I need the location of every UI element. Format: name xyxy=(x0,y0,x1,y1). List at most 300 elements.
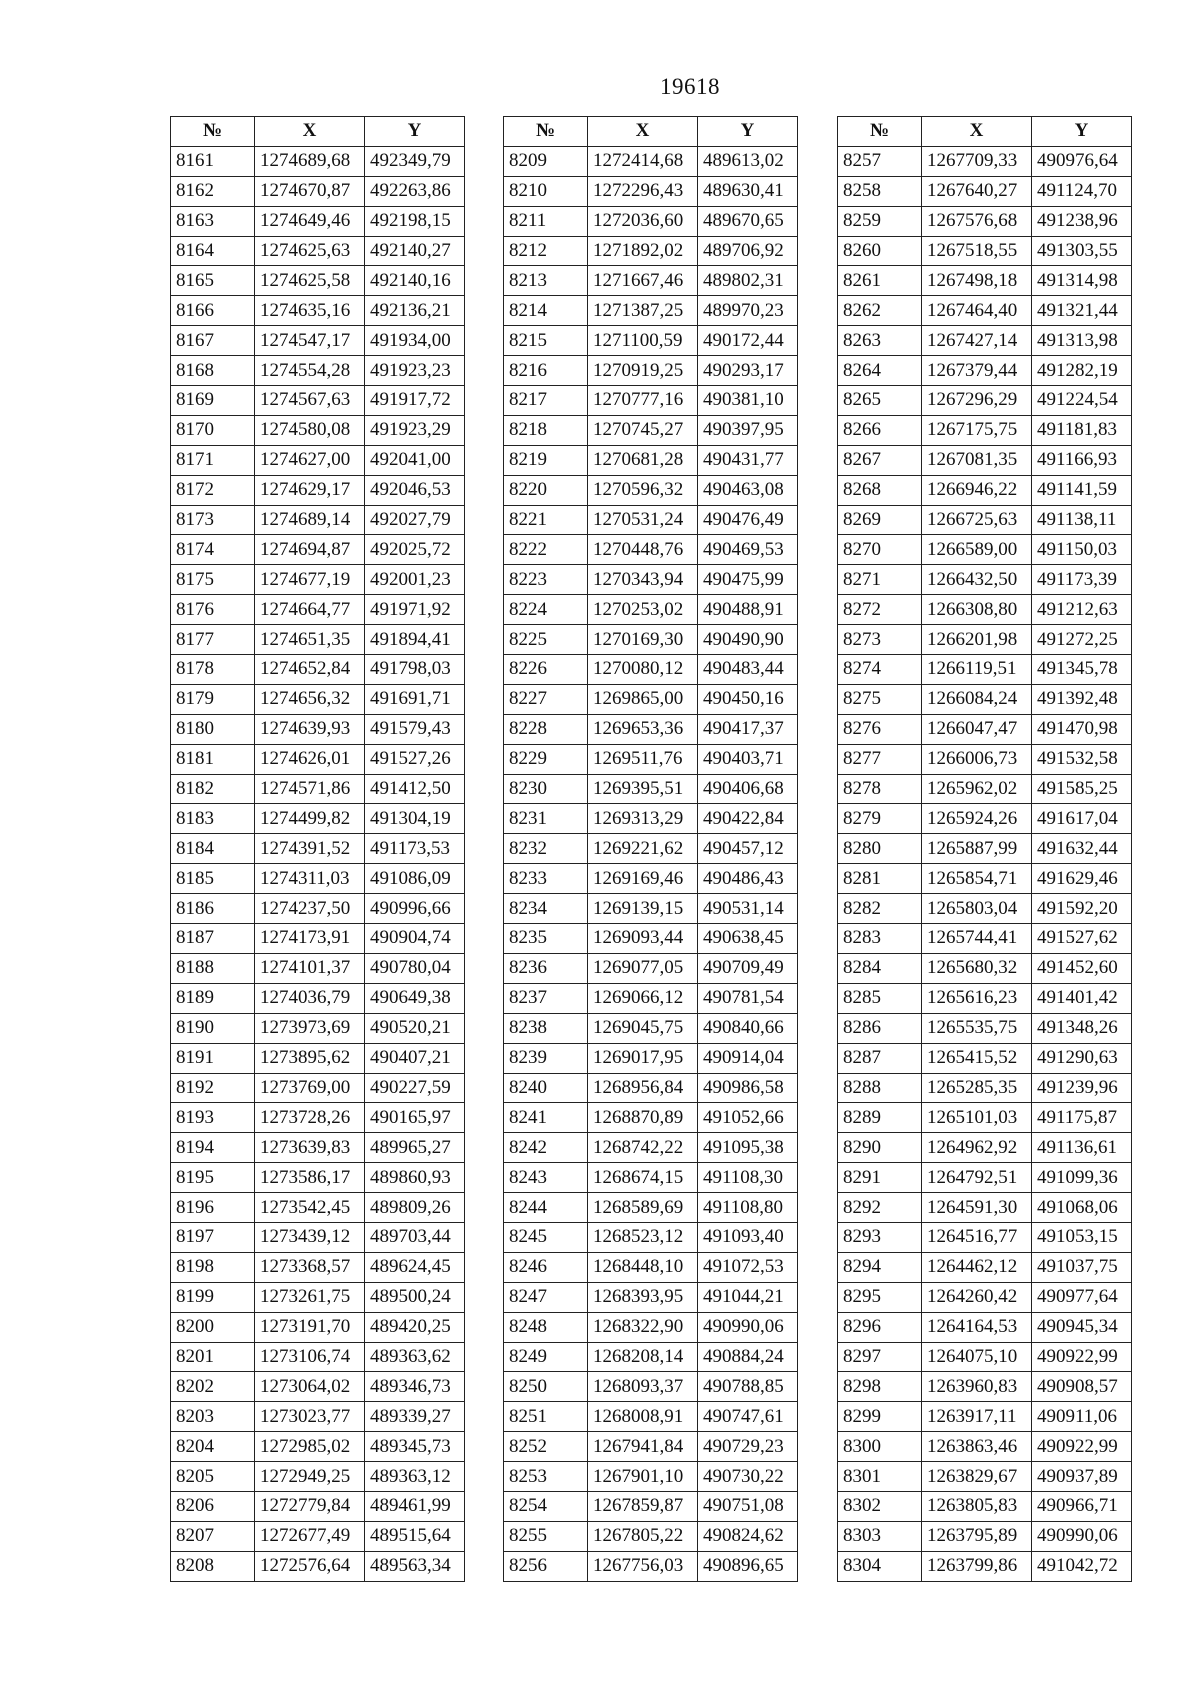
table-row xyxy=(504,1372,798,1402)
cell-number: 8175 xyxy=(171,565,255,595)
cell-y: 490638,45 xyxy=(698,924,798,954)
cell-number: 8248 xyxy=(504,1312,588,1342)
table-row xyxy=(838,924,1132,954)
cell-x: 1264516,77 xyxy=(922,1222,1032,1252)
cell-y: 490490,90 xyxy=(698,625,798,655)
column-header-y: Y xyxy=(365,117,465,147)
cell-y: 491452,60 xyxy=(1032,953,1132,983)
cell-number: 8198 xyxy=(171,1252,255,1282)
cell-x: 1273639,83 xyxy=(255,1133,365,1163)
table-row xyxy=(171,535,465,565)
table-row xyxy=(838,983,1132,1013)
cell-x: 1266084,24 xyxy=(922,684,1032,714)
cell-number: 8303 xyxy=(838,1521,922,1551)
cell-number: 8199 xyxy=(171,1282,255,1312)
cell-y: 489970,23 xyxy=(698,296,798,326)
cell-x: 1273023,77 xyxy=(255,1402,365,1432)
cell-number: 8232 xyxy=(504,834,588,864)
cell-y: 490431,77 xyxy=(698,445,798,475)
cell-y: 490824,62 xyxy=(698,1521,798,1551)
cell-number: 8196 xyxy=(171,1193,255,1223)
cell-x: 1274626,01 xyxy=(255,744,365,774)
table-row xyxy=(504,684,798,714)
table-row xyxy=(504,1462,798,1492)
table-row xyxy=(504,505,798,535)
cell-x: 1266589,00 xyxy=(922,535,1032,565)
cell-x: 1267081,35 xyxy=(922,445,1032,475)
cell-x: 1274629,17 xyxy=(255,475,365,505)
table-row xyxy=(171,953,465,983)
table-row xyxy=(838,206,1132,236)
cell-number: 8193 xyxy=(171,1103,255,1133)
cell-y: 491138,11 xyxy=(1032,505,1132,535)
table-row xyxy=(504,953,798,983)
table-row xyxy=(504,1103,798,1133)
cell-y: 490945,34 xyxy=(1032,1312,1132,1342)
cell-x: 1274237,50 xyxy=(255,894,365,924)
cell-x: 1271667,46 xyxy=(588,266,698,296)
column-header-number: № xyxy=(838,117,922,147)
table-row xyxy=(838,1193,1132,1223)
cell-y: 489670,65 xyxy=(698,206,798,236)
cell-x: 1265887,99 xyxy=(922,834,1032,864)
table-row xyxy=(838,953,1132,983)
table-row xyxy=(838,1342,1132,1372)
cell-x: 1266946,22 xyxy=(922,475,1032,505)
cell-y: 490904,74 xyxy=(365,924,465,954)
cell-number: 8301 xyxy=(838,1462,922,1492)
cell-number: 8235 xyxy=(504,924,588,954)
cell-number: 8214 xyxy=(504,296,588,326)
cell-y: 489624,45 xyxy=(365,1252,465,1282)
cell-y: 490977,64 xyxy=(1032,1282,1132,1312)
cell-number: 8260 xyxy=(838,236,922,266)
cell-y: 490751,08 xyxy=(698,1491,798,1521)
cell-number: 8224 xyxy=(504,595,588,625)
column-header-y: Y xyxy=(698,117,798,147)
column-header-x: X xyxy=(588,117,698,147)
cell-number: 8297 xyxy=(838,1342,922,1372)
cell-y: 490417,37 xyxy=(698,714,798,744)
cell-y: 489345,73 xyxy=(365,1432,465,1462)
cell-y: 490976,64 xyxy=(1032,146,1132,176)
cell-y: 492025,72 xyxy=(365,535,465,565)
cell-x: 1266308,80 xyxy=(922,595,1032,625)
cell-y: 489809,26 xyxy=(365,1193,465,1223)
cell-number: 8277 xyxy=(838,744,922,774)
cell-x: 1274554,28 xyxy=(255,356,365,386)
cell-number: 8245 xyxy=(504,1222,588,1252)
cell-y: 490227,59 xyxy=(365,1073,465,1103)
table-row xyxy=(504,475,798,505)
cell-number: 8259 xyxy=(838,206,922,236)
cell-x: 1265101,03 xyxy=(922,1103,1032,1133)
table-row xyxy=(171,1491,465,1521)
cell-number: 8300 xyxy=(838,1432,922,1462)
cell-number: 8265 xyxy=(838,386,922,416)
table-row xyxy=(838,714,1132,744)
cell-y: 491239,96 xyxy=(1032,1073,1132,1103)
cell-x: 1270448,76 xyxy=(588,535,698,565)
cell-x: 1273261,75 xyxy=(255,1282,365,1312)
cell-y: 490293,17 xyxy=(698,356,798,386)
cell-y: 491923,29 xyxy=(365,415,465,445)
table-row xyxy=(504,1342,798,1372)
table-row xyxy=(838,236,1132,266)
cell-x: 1267427,14 xyxy=(922,326,1032,356)
cell-y: 491238,96 xyxy=(1032,206,1132,236)
table-row xyxy=(171,1073,465,1103)
table-row xyxy=(838,1402,1132,1432)
table-row xyxy=(838,1491,1132,1521)
cell-x: 1274173,91 xyxy=(255,924,365,954)
cell-y: 491173,39 xyxy=(1032,565,1132,595)
cell-number: 8261 xyxy=(838,266,922,296)
cell-x: 1274689,68 xyxy=(255,146,365,176)
cell-y: 491282,19 xyxy=(1032,356,1132,386)
table-row xyxy=(838,326,1132,356)
cell-x: 1264962,92 xyxy=(922,1133,1032,1163)
table-row xyxy=(171,296,465,326)
cell-y: 489461,99 xyxy=(365,1491,465,1521)
cell-y: 491052,66 xyxy=(698,1103,798,1133)
table-row xyxy=(504,894,798,924)
table-row xyxy=(171,565,465,595)
cell-x: 1270919,25 xyxy=(588,356,698,386)
table-row xyxy=(171,834,465,864)
table-row xyxy=(504,296,798,326)
cell-number: 8201 xyxy=(171,1342,255,1372)
cell-number: 8208 xyxy=(171,1551,255,1581)
cell-number: 8202 xyxy=(171,1372,255,1402)
table-row xyxy=(171,386,465,416)
table-row xyxy=(504,983,798,1013)
cell-number: 8185 xyxy=(171,864,255,894)
cell-x: 1268956,84 xyxy=(588,1073,698,1103)
cell-x: 1266119,51 xyxy=(922,655,1032,685)
table-header-row xyxy=(504,117,798,147)
cell-x: 1274547,17 xyxy=(255,326,365,356)
cell-number: 8257 xyxy=(838,146,922,176)
cell-number: 8275 xyxy=(838,684,922,714)
cell-x: 1264260,42 xyxy=(922,1282,1032,1312)
cell-number: 8209 xyxy=(504,146,588,176)
cell-x: 1274311,03 xyxy=(255,864,365,894)
cell-y: 491585,25 xyxy=(1032,774,1132,804)
table-row xyxy=(838,744,1132,774)
cell-number: 8283 xyxy=(838,924,922,954)
table-row xyxy=(171,714,465,744)
table-row xyxy=(838,804,1132,834)
table-row xyxy=(504,774,798,804)
cell-x: 1274694,87 xyxy=(255,535,365,565)
cell-y: 490649,38 xyxy=(365,983,465,1013)
cell-number: 8176 xyxy=(171,595,255,625)
cell-y: 490457,12 xyxy=(698,834,798,864)
table-row xyxy=(838,296,1132,326)
cell-x: 1268742,22 xyxy=(588,1133,698,1163)
cell-number: 8166 xyxy=(171,296,255,326)
cell-x: 1269221,62 xyxy=(588,834,698,864)
cell-number: 8299 xyxy=(838,1402,922,1432)
column-header-number: № xyxy=(504,117,588,147)
cell-y: 490381,10 xyxy=(698,386,798,416)
table-row xyxy=(171,445,465,475)
table-row xyxy=(171,356,465,386)
table-row xyxy=(504,1282,798,1312)
cell-number: 8169 xyxy=(171,386,255,416)
table-row xyxy=(504,206,798,236)
cell-x: 1264591,30 xyxy=(922,1193,1032,1223)
column-header-y: Y xyxy=(1032,117,1132,147)
cell-x: 1266047,47 xyxy=(922,714,1032,744)
cell-x: 1274649,46 xyxy=(255,206,365,236)
cell-number: 8267 xyxy=(838,445,922,475)
cell-x: 1270596,32 xyxy=(588,475,698,505)
cell-number: 8258 xyxy=(838,176,922,206)
cell-y: 491124,70 xyxy=(1032,176,1132,206)
cell-y: 491348,26 xyxy=(1032,1013,1132,1043)
cell-y: 490911,06 xyxy=(1032,1402,1132,1432)
cell-number: 8172 xyxy=(171,475,255,505)
cell-x: 1273973,69 xyxy=(255,1013,365,1043)
cell-y: 489965,27 xyxy=(365,1133,465,1163)
cell-x: 1274625,58 xyxy=(255,266,365,296)
cell-x: 1265924,26 xyxy=(922,804,1032,834)
cell-number: 8195 xyxy=(171,1163,255,1193)
cell-y: 490922,99 xyxy=(1032,1342,1132,1372)
cell-y: 491290,63 xyxy=(1032,1043,1132,1073)
cell-x: 1272985,02 xyxy=(255,1432,365,1462)
table-row xyxy=(171,1521,465,1551)
cell-y: 490450,16 xyxy=(698,684,798,714)
cell-number: 8237 xyxy=(504,983,588,1013)
cell-y: 490531,14 xyxy=(698,894,798,924)
table-row xyxy=(171,864,465,894)
cell-x: 1267518,55 xyxy=(922,236,1032,266)
cell-y: 490730,22 xyxy=(698,1462,798,1492)
cell-y: 491392,48 xyxy=(1032,684,1132,714)
cell-x: 1270681,28 xyxy=(588,445,698,475)
cell-y: 490990,06 xyxy=(698,1312,798,1342)
cell-x: 1274567,63 xyxy=(255,386,365,416)
cell-x: 1263799,86 xyxy=(922,1551,1032,1581)
table-row xyxy=(171,983,465,1013)
cell-number: 8273 xyxy=(838,625,922,655)
cell-y: 490986,58 xyxy=(698,1073,798,1103)
cell-x: 1273439,12 xyxy=(255,1222,365,1252)
cell-x: 1268322,90 xyxy=(588,1312,698,1342)
cell-y: 491894,41 xyxy=(365,625,465,655)
table-row xyxy=(171,176,465,206)
cell-x: 1274656,32 xyxy=(255,684,365,714)
table-row xyxy=(504,1013,798,1043)
cell-number: 8189 xyxy=(171,983,255,1013)
table-row xyxy=(171,1312,465,1342)
cell-number: 8194 xyxy=(171,1133,255,1163)
cell-y: 491314,98 xyxy=(1032,266,1132,296)
cell-x: 1269313,29 xyxy=(588,804,698,834)
table-row xyxy=(504,655,798,685)
cell-number: 8204 xyxy=(171,1432,255,1462)
cell-number: 8167 xyxy=(171,326,255,356)
table-row xyxy=(504,1551,798,1581)
cell-x: 1273191,70 xyxy=(255,1312,365,1342)
cell-number: 8183 xyxy=(171,804,255,834)
cell-number: 8251 xyxy=(504,1402,588,1432)
table-row xyxy=(504,1163,798,1193)
cell-x: 1265803,04 xyxy=(922,894,1032,924)
cell-y: 492046,53 xyxy=(365,475,465,505)
table-row xyxy=(171,1103,465,1133)
cell-x: 1273769,00 xyxy=(255,1073,365,1103)
table-row xyxy=(838,386,1132,416)
cell-number: 8270 xyxy=(838,535,922,565)
cell-y: 492140,16 xyxy=(365,266,465,296)
table-row xyxy=(171,206,465,236)
cell-number: 8246 xyxy=(504,1252,588,1282)
cell-x: 1274101,37 xyxy=(255,953,365,983)
cell-number: 8190 xyxy=(171,1013,255,1043)
cell-x: 1268448,10 xyxy=(588,1252,698,1282)
cell-x: 1268393,95 xyxy=(588,1282,698,1312)
cell-x: 1274670,87 xyxy=(255,176,365,206)
cell-x: 1268870,89 xyxy=(588,1103,698,1133)
cell-x: 1269045,75 xyxy=(588,1013,698,1043)
table-row xyxy=(171,1372,465,1402)
table-row xyxy=(504,1432,798,1462)
cell-number: 8219 xyxy=(504,445,588,475)
cell-y: 491617,04 xyxy=(1032,804,1132,834)
cell-x: 1263829,67 xyxy=(922,1462,1032,1492)
cell-y: 491691,71 xyxy=(365,684,465,714)
page-number: 19618 xyxy=(660,74,720,99)
cell-x: 1267464,40 xyxy=(922,296,1032,326)
cell-number: 8161 xyxy=(171,146,255,176)
coordinate-table-1 xyxy=(170,116,465,1582)
table-row xyxy=(171,1013,465,1043)
cell-number: 8282 xyxy=(838,894,922,924)
cell-x: 1272296,43 xyxy=(588,176,698,206)
cell-x: 1267379,44 xyxy=(922,356,1032,386)
cell-y: 491934,00 xyxy=(365,326,465,356)
table-row xyxy=(504,864,798,894)
cell-x: 1274627,00 xyxy=(255,445,365,475)
cell-y: 491917,72 xyxy=(365,386,465,416)
cell-y: 490729,23 xyxy=(698,1432,798,1462)
cell-x: 1268523,12 xyxy=(588,1222,698,1252)
table-row xyxy=(838,625,1132,655)
cell-y: 489613,02 xyxy=(698,146,798,176)
cell-y: 491150,03 xyxy=(1032,535,1132,565)
cell-number: 8225 xyxy=(504,625,588,655)
cell-number: 8162 xyxy=(171,176,255,206)
table-row xyxy=(504,326,798,356)
cell-number: 8274 xyxy=(838,655,922,685)
cell-number: 8220 xyxy=(504,475,588,505)
cell-x: 1269395,51 xyxy=(588,774,698,804)
cell-y: 491532,58 xyxy=(1032,744,1132,774)
cell-y: 490914,04 xyxy=(698,1043,798,1073)
cell-y: 491086,09 xyxy=(365,864,465,894)
cell-number: 8221 xyxy=(504,505,588,535)
table-row xyxy=(838,834,1132,864)
cell-y: 490475,99 xyxy=(698,565,798,595)
cell-x: 1266201,98 xyxy=(922,625,1032,655)
cell-x: 1273064,02 xyxy=(255,1372,365,1402)
cell-number: 8173 xyxy=(171,505,255,535)
cell-y: 490406,68 xyxy=(698,774,798,804)
table-row xyxy=(838,595,1132,625)
cell-x: 1272779,84 xyxy=(255,1491,365,1521)
cell-x: 1274580,08 xyxy=(255,415,365,445)
cell-number: 8284 xyxy=(838,953,922,983)
table-row xyxy=(504,1222,798,1252)
cell-number: 8236 xyxy=(504,953,588,983)
table-row xyxy=(504,595,798,625)
cell-y: 491470,98 xyxy=(1032,714,1132,744)
cell-number: 8304 xyxy=(838,1551,922,1581)
table-row xyxy=(838,356,1132,386)
cell-y: 491923,23 xyxy=(365,356,465,386)
cell-number: 8241 xyxy=(504,1103,588,1133)
cell-number: 8286 xyxy=(838,1013,922,1043)
table-row xyxy=(504,146,798,176)
table-row xyxy=(504,415,798,445)
cell-number: 8302 xyxy=(838,1491,922,1521)
cell-x: 1272414,68 xyxy=(588,146,698,176)
table-row xyxy=(838,1551,1132,1581)
cell-number: 8212 xyxy=(504,236,588,266)
cell-y: 489630,41 xyxy=(698,176,798,206)
cell-y: 491181,83 xyxy=(1032,415,1132,445)
cell-x: 1267756,03 xyxy=(588,1551,698,1581)
cell-x: 1274499,82 xyxy=(255,804,365,834)
table-row xyxy=(171,415,465,445)
cell-y: 489563,34 xyxy=(365,1551,465,1581)
table-row xyxy=(504,266,798,296)
cell-number: 8188 xyxy=(171,953,255,983)
cell-number: 8293 xyxy=(838,1222,922,1252)
cell-y: 489802,31 xyxy=(698,266,798,296)
table-row xyxy=(838,655,1132,685)
cell-x: 1263863,46 xyxy=(922,1432,1032,1462)
table-row xyxy=(838,1073,1132,1103)
cell-x: 1265415,52 xyxy=(922,1043,1032,1073)
cell-x: 1274625,63 xyxy=(255,236,365,266)
cell-number: 8281 xyxy=(838,864,922,894)
cell-y: 491068,06 xyxy=(1032,1193,1132,1223)
cell-x: 1270169,30 xyxy=(588,625,698,655)
cell-y: 491527,62 xyxy=(1032,924,1132,954)
table-row xyxy=(838,266,1132,296)
cell-number: 8263 xyxy=(838,326,922,356)
table-row xyxy=(171,1551,465,1581)
table-row xyxy=(171,266,465,296)
cell-x: 1266006,73 xyxy=(922,744,1032,774)
cell-y: 491093,40 xyxy=(698,1222,798,1252)
cell-x: 1271100,59 xyxy=(588,326,698,356)
column-header-number: № xyxy=(171,117,255,147)
table-body xyxy=(171,146,465,1581)
cell-number: 8279 xyxy=(838,804,922,834)
cell-number: 8163 xyxy=(171,206,255,236)
cell-number: 8187 xyxy=(171,924,255,954)
table-row xyxy=(171,1163,465,1193)
cell-x: 1268674,15 xyxy=(588,1163,698,1193)
cell-number: 8287 xyxy=(838,1043,922,1073)
cell-x: 1269066,12 xyxy=(588,983,698,1013)
